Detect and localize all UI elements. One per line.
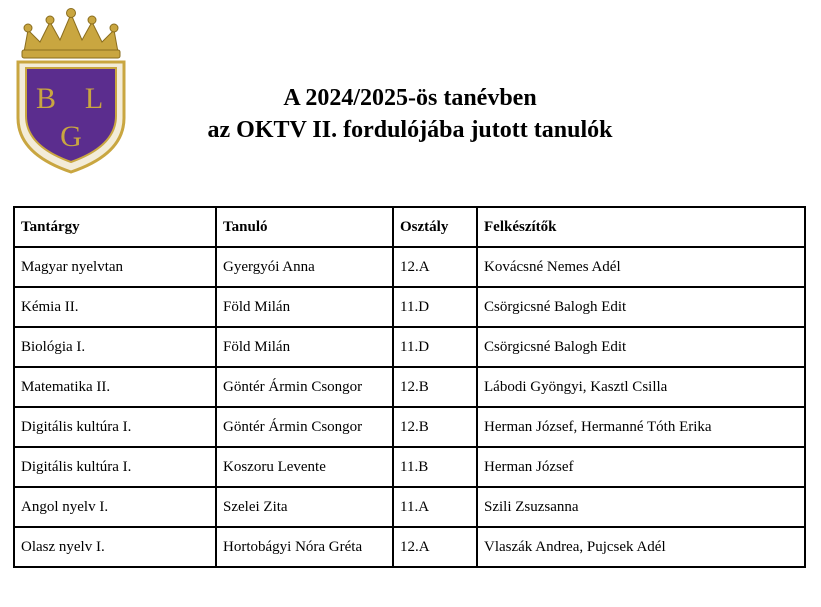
cell-teachers: Lábodi Gyöngyi, Kasztl Csilla (477, 367, 805, 407)
logo-letter-g: G (60, 120, 82, 153)
cell-subject: Digitális kultúra I. (14, 407, 216, 447)
header-class: Osztály (393, 207, 477, 247)
header-subject: Tantárgy (14, 207, 216, 247)
table-row (14, 447, 805, 487)
cell-teachers: Herman József, Hermanné Tóth Erika (477, 407, 805, 447)
cell-class: 12.B (393, 367, 477, 407)
cell-class: 11.A (393, 487, 477, 527)
page-title-line-1: A 2024/2025-ös tanévben (283, 85, 537, 111)
school-logo (10, 8, 132, 176)
table-row (14, 327, 805, 367)
cell-subject: Angol nyelv I. (14, 487, 216, 527)
cell-class: 12.B (393, 407, 477, 447)
crown-icon (22, 9, 120, 59)
cell-subject: Kémia II. (14, 287, 216, 327)
cell-subject: Biológia I. (14, 327, 216, 367)
cell-student: Hortobágyi Nóra Gréta (216, 527, 393, 567)
cell-class: 11.D (393, 287, 477, 327)
cell-class: 11.D (393, 327, 477, 367)
cell-student: Föld Milán (216, 287, 393, 327)
logo-letter-b: B (35, 82, 57, 115)
cell-class: 12.A (393, 527, 477, 567)
cell-subject: Digitális kultúra I. (14, 447, 216, 487)
cell-teachers: Csörgicsné Balogh Edit (477, 327, 805, 367)
cell-subject: Olasz nyelv I. (14, 527, 216, 567)
cell-subject: Matematika II. (14, 367, 216, 407)
cell-student: Koszoru Levente (216, 447, 393, 487)
table-header-row (14, 207, 805, 247)
cell-student: Gyergyói Anna (216, 247, 393, 287)
results-table (13, 206, 806, 568)
table-row (14, 527, 805, 567)
page-title-line-2: az OKTV II. fordulójába jutott tanulók (207, 117, 613, 143)
cell-student: Göntér Ármin Csongor (216, 407, 393, 447)
cell-teachers: Csörgicsné Balogh Edit (477, 287, 805, 327)
cell-student: Szelei Zita (216, 487, 393, 527)
logo-letter-l: L (84, 82, 104, 115)
cell-class: 12.A (393, 247, 477, 287)
cell-student: Göntér Ármin Csongor (216, 367, 393, 407)
cell-teachers: Vlaszák Andrea, Pujcsek Adél (477, 527, 805, 567)
cell-teachers: Herman József (477, 447, 805, 487)
table-row (14, 287, 805, 327)
header-teachers: Felkészítők (477, 207, 805, 247)
table-row (14, 247, 805, 287)
table-row (14, 487, 805, 527)
cell-student: Föld Milán (216, 327, 393, 367)
table-row (14, 367, 805, 407)
cell-teachers: Kovácsné Nemes Adél (477, 247, 805, 287)
cell-class: 11.B (393, 447, 477, 487)
header-student: Tanuló (216, 207, 393, 247)
cell-subject: Magyar nyelvtan (14, 247, 216, 287)
cell-teachers: Szili Zsuzsanna (477, 487, 805, 527)
table-row (14, 407, 805, 447)
